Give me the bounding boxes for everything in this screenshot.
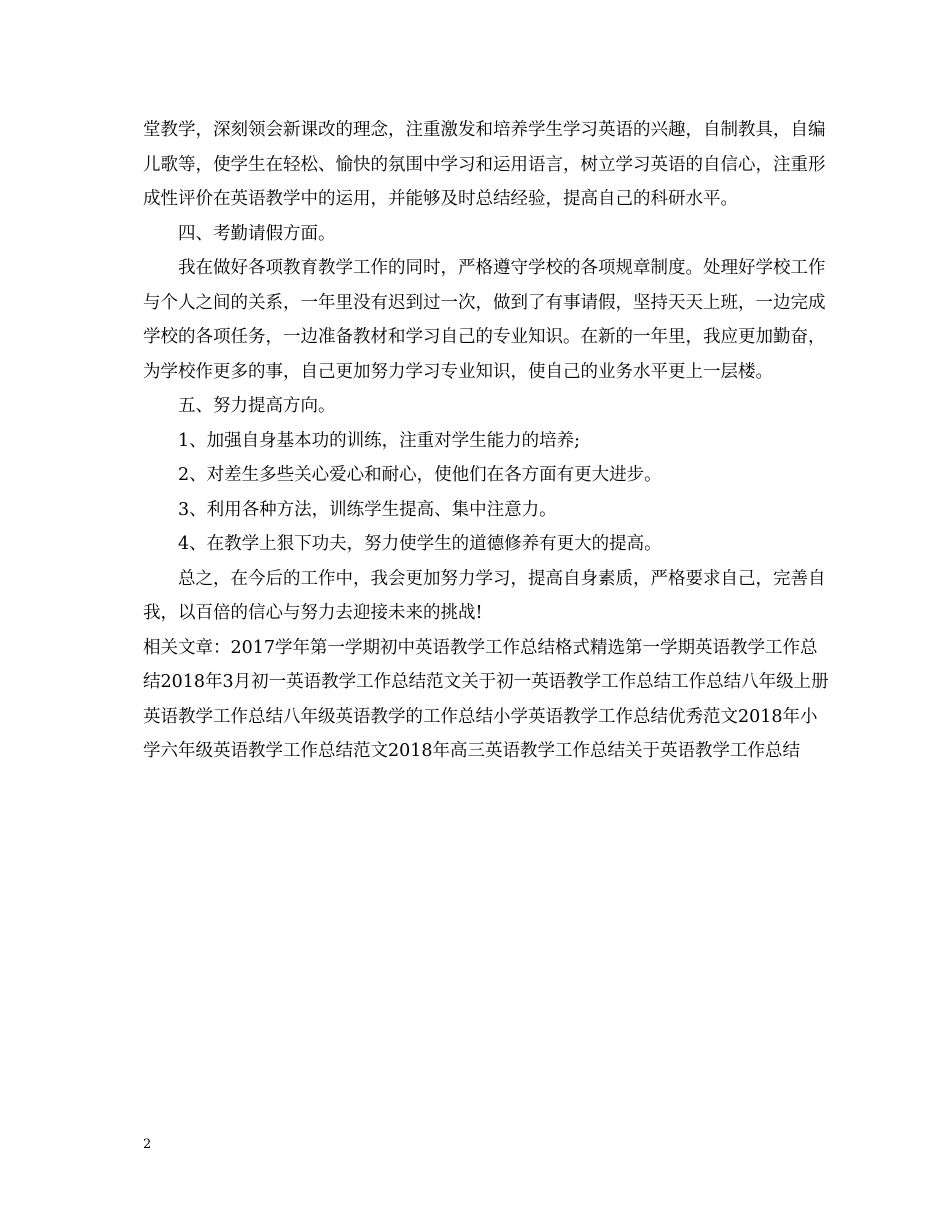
- paragraph-conclusion: 总之，在今后的工作中，我会更加努力学习，提高自身素质，严格要求自己，完善自我，以百倍的信心与努力去迎接未来的挑战!: [143, 568, 826, 623]
- list-item-3: 3、利用各种方法，训练学生提高、集中注意力。: [178, 499, 557, 520]
- page-number: 2: [143, 1137, 152, 1152]
- document-body: [143, 113, 833, 769]
- related-articles: 相关文章：2017学年第一学期初中英语教学工作总结格式精选第一学期英语教学工作总结2018年3月初一英语教学工作总结范文关于初一英语教学工作总结工作总结八年级上册英语教学工作总结八年级英语教学的工作总结小学英语教学工作总结优秀范文2018年小学六年级英语教学工作总结范文2018年高三英语教学工作总结关于英语教学工作总结: [143, 637, 829, 761]
- paragraph-attendance: 我在做好各项教育教学工作的同时，严格遵守学校的各项规章制度。处理好学校工作与个人之间的关系，一年里没有迟到过一次，做到了有事请假，坚持天天上班，一边完成学校的各项任务，一边准备教材和学习自己的专业知识。在新的一年里，我应更加勤奋，为学校作更多的事，自己更加努力学习专业知识，使自己的业务水平更上一层楼。: [143, 258, 826, 382]
- list-item-4: 4、在教学上狠下功夫，努力使学生的道德修养有更大的提高。: [178, 534, 662, 554]
- heading-improvement: 五、努力提高方向。: [178, 396, 336, 416]
- list-item-1: 1、加强自身基本功的训练，注重对学生能力的培养;: [178, 430, 581, 451]
- paragraph-classroom-teaching: 堂教学，深刻领会新课改的理念，注重激发和培养学生学习英语的兴趣，自制教具，自编儿歌等，使学生在轻松、愉快的氛围中学习和运用语言，树立学习英语的自信心，注重形成性评价在英语教学中的运用，并能够及时总结经验，提高自己的科研水平。: [143, 120, 826, 209]
- list-item-2: 2、对差生多些关心爱心和耐心，使他们在各方面有更大进步。: [178, 465, 662, 485]
- heading-attendance: 四、考勤请假方面。: [178, 223, 336, 244]
